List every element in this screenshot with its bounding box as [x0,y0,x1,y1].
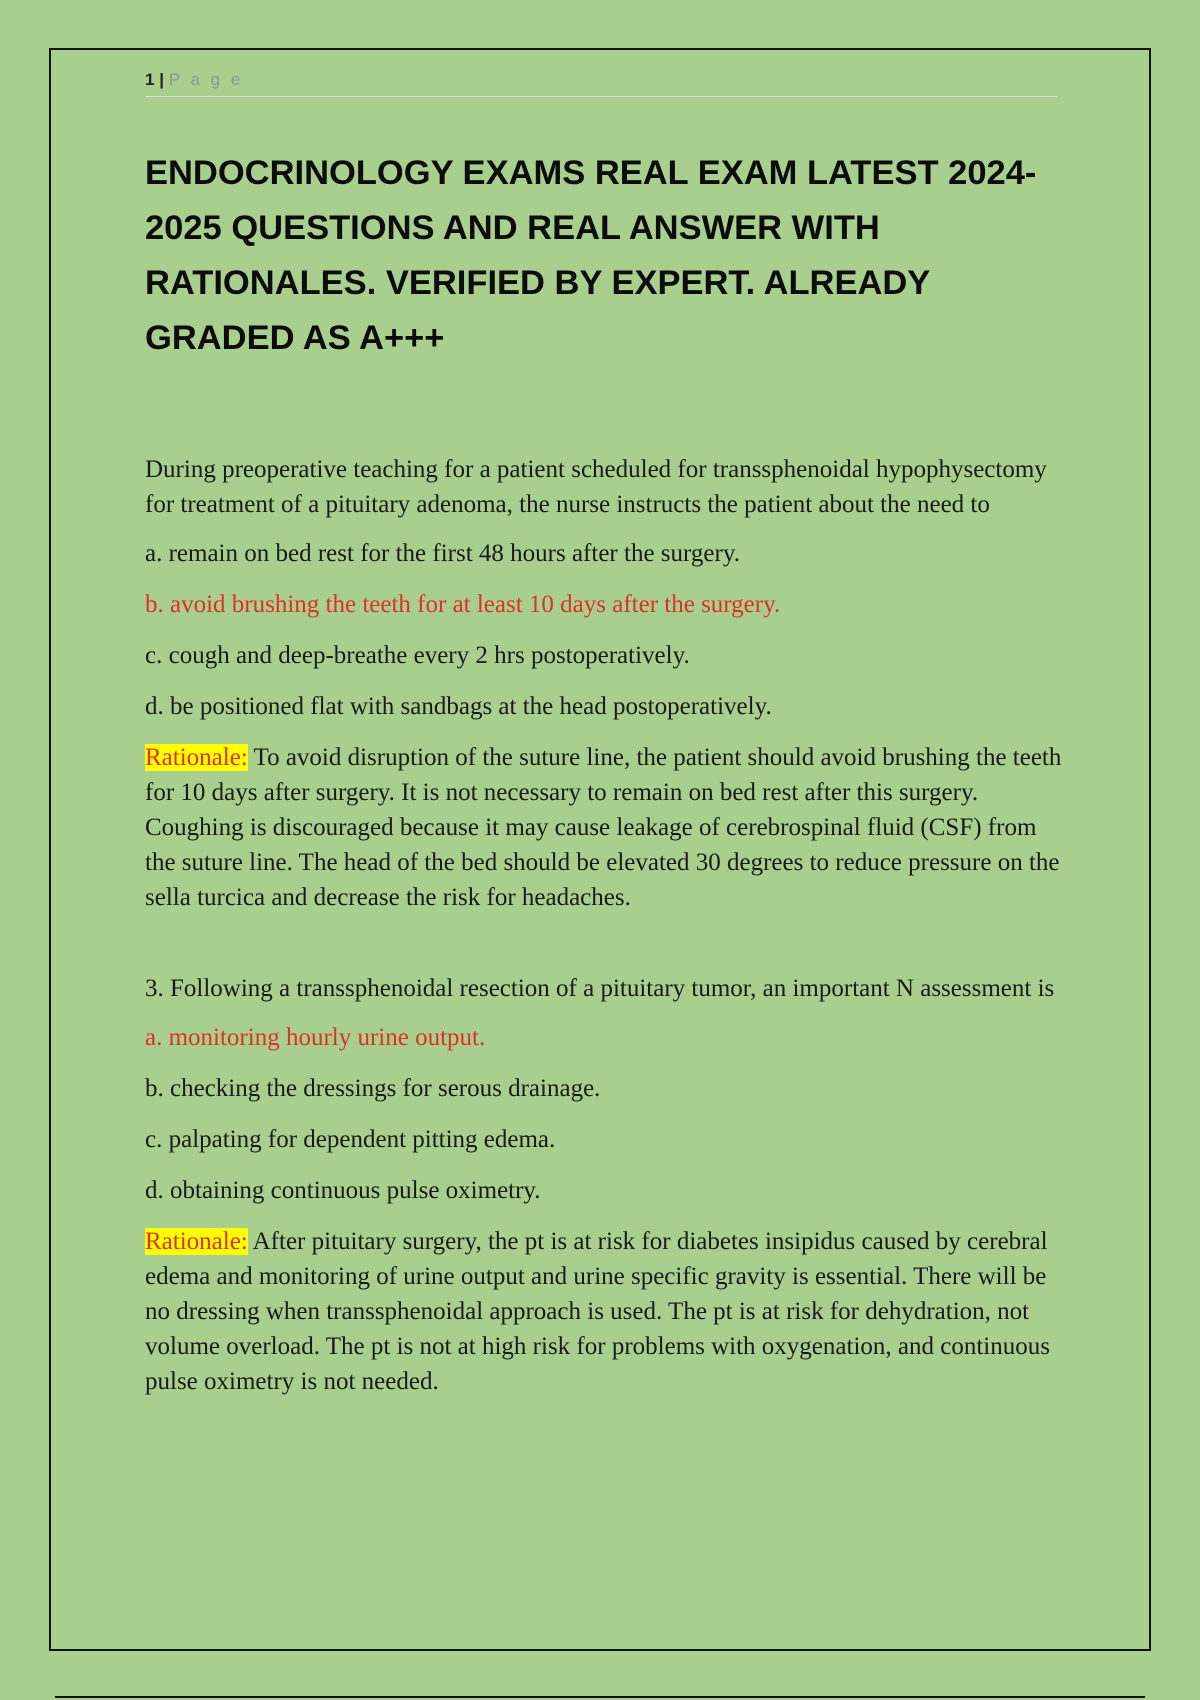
rationale-label: Rationale: [145,744,248,771]
option-b: b. checking the dressings for serous drainage. [145,1075,601,1102]
rationale [145,740,1065,915]
questions-section [145,452,1065,1399]
rationale-label: Rationale: [145,1228,248,1255]
rationale-text: After pituitary surgery, the pt is at risk for diabetes insipidus caused by cerebral edema and monitoring of urine output and urine specific gravity is essential. There will be no dressing when transsphenoidal approach is used. The pt is at risk for dehydration, not volume overload. The pt is not at high risk for problems with oxygenation, and continuous pulse oximetry is not needed. [145,1228,1050,1395]
document-title: ENDOCRINOLOGY EXAMS REAL EXAM LATEST 2024-2025 QUESTIONS AND REAL ANSWER WITH RATIONALES. VERIFIED BY EXPERT. ALREADY GRADED AS A+++ [145,154,1037,357]
page-header [145,70,1057,97]
option-c: c. palpating for dependent pitting edema. [145,1126,556,1153]
question-block [145,452,1065,915]
option-a-correct: a. monitoring hourly urine output. [145,1024,486,1051]
bottom-divider [55,1696,1145,1698]
page-separator: | [159,70,164,89]
question-stem: 3. Following a transsphenoidal resection of a pituitary tumor, an important N assessment is [145,975,1055,1002]
question-block [145,971,1065,1399]
page-label: P a g e [168,70,244,89]
question-stem: During preoperative teaching for a patient scheduled for transsphenoidal hypophysectomy for treatment of a pituitary adenoma, the nurse instructs the patient about the need to [145,456,1047,518]
option-a: a. remain on bed rest for the first 48 hours after the surgery. [145,540,740,567]
option-d: d. obtaining continuous pulse oximetry. [145,1177,541,1204]
rationale [145,1224,1065,1399]
option-c: c. cough and deep-breathe every 2 hrs postoperatively. [145,642,690,669]
rationale-text: To avoid disruption of the suture line, the patient should avoid brushing the teeth for 10 days after surgery. It is not necessary to remain on bed rest after this surgery. Coughing is discouraged because it may cause leakage of cerebrospinal fluid (CSF) from the suture line. The head of the bed should be elevated 30 degrees to reduce pressure on the sella turcica and decrease the risk for headaches. [145,744,1062,911]
option-b-correct: b. avoid brushing the teeth for at least 10 days after the surgery. [145,591,781,618]
option-d: d. be positioned flat with sandbags at the head postoperatively. [145,693,772,720]
page-number: 1 [145,70,155,89]
